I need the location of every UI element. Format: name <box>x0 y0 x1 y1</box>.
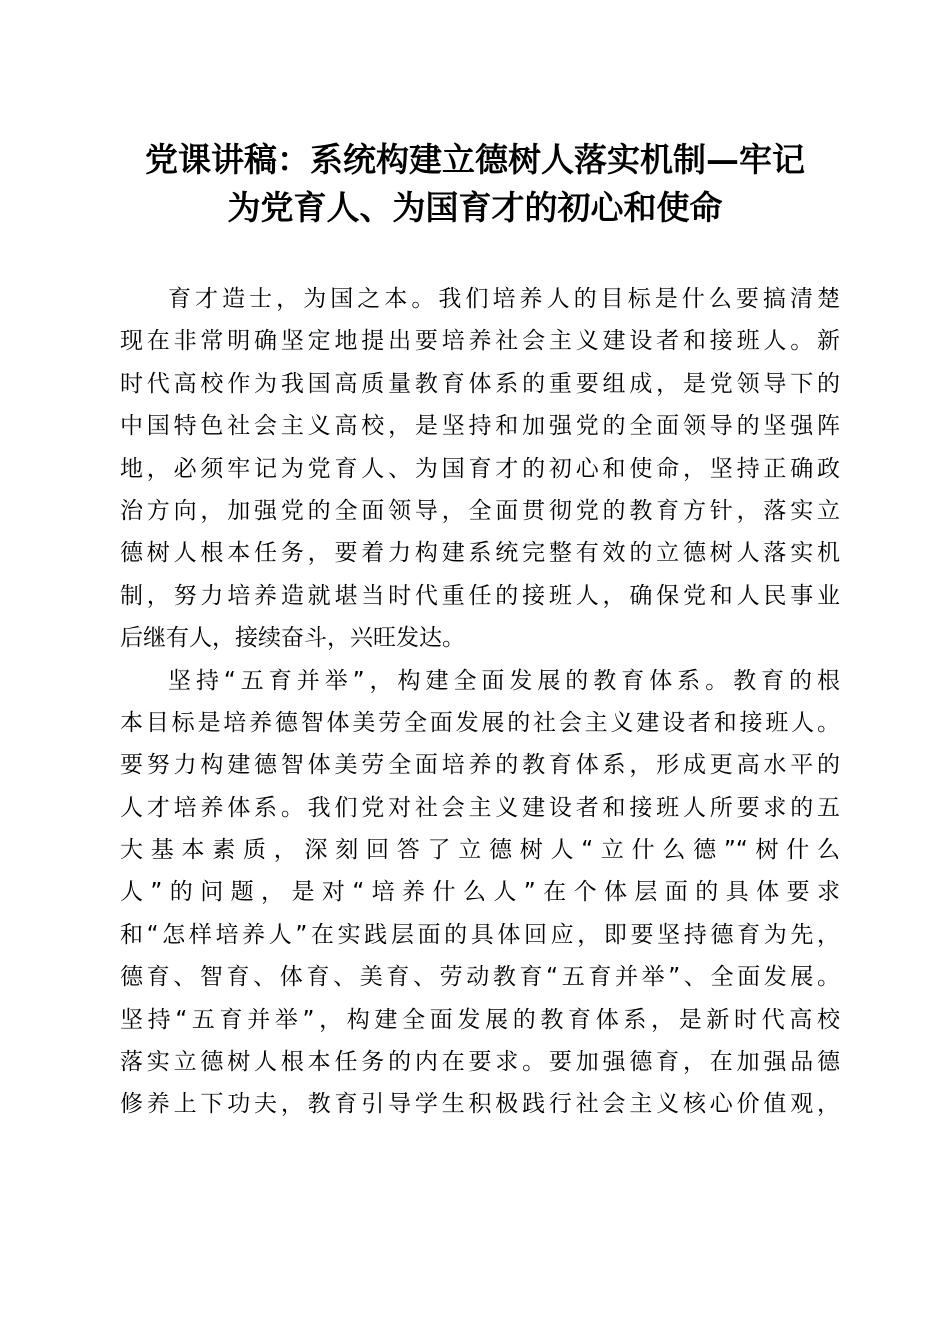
paragraph-1-line: 德树人根本任务，要着力构建系统完整有效的立德树人落实机 <box>120 540 840 567</box>
paragraph-2-line: 和“怎样培养人”在实践层面的具体回应，即要坚持德育为先， <box>120 921 840 948</box>
paragraph-1-line: 地，必须牢记为党育人、为国育才的初心和使命，坚持正确政 <box>120 455 840 482</box>
paragraph-2-line: 修养上下功夫，教育引导学生积极践行社会主义核心价值观， <box>120 1091 840 1118</box>
document-title-line-2: 为党育人、为国育才的初心和使命 <box>227 188 723 227</box>
paragraph-1-line: 制，努力培养造就堪当时代重任的接班人，确保党和人民事业 <box>120 582 840 609</box>
paragraph-2-line: 人”的问题，是对“培养什么人”在个体层面的具体要求 <box>120 879 840 906</box>
document-body <box>120 278 840 1126</box>
paragraph-1-line: 后继有人，接续奋斗，兴旺发达。 <box>120 625 465 652</box>
paragraph-2-line: 落实立德树人根本任务的内在要求。要加强德育，在加强品德 <box>120 1049 840 1076</box>
paragraph-1-line: 现在非常明确坚定地提出要培养社会主义建设者和接班人。新 <box>120 328 840 355</box>
paragraph-2-line: 坚持“五育并举”，构建全面发展的教育体系。教育的根 <box>168 667 840 694</box>
paragraph-2-line: 要努力构建德智体美劳全面培养的教育体系，形成更高水平的 <box>120 752 840 779</box>
paragraph-2-line: 大基本素质，深刻回答了立德树人“立什么德”“树什么 <box>120 837 840 864</box>
document-title-line-1: 党课讲稿：系统构建立德树人落实机制—牢记 <box>145 140 805 179</box>
paragraph-2-line: 坚持“五育并举”，构建全面发展的教育体系，是新时代高校 <box>120 1006 840 1033</box>
paragraph-2-line: 本目标是培养德智体美劳全面发展的社会主义建设者和接班人。 <box>120 709 840 736</box>
paragraph-1-line: 时代高校作为我国高质量教育体系的重要组成，是党领导下的 <box>120 370 840 397</box>
paragraph-1-line: 育才造士，为国之本。我们培养人的目标是什么要搞清楚 <box>168 286 840 312</box>
paragraph-2-line: 德育、智育、体育、美育、劳动教育“五育并举”、全面发展。 <box>120 964 840 991</box>
paragraph-2-line: 人才培养体系。我们党对社会主义建设者和接班人所要求的五 <box>120 794 840 821</box>
paragraph-1-line: 中国特色社会主义高校，是坚持和加强党的全面领导的坚强阵 <box>120 413 840 440</box>
paragraph-1-line: 治方向，加强党的全面领导，全面贯彻党的教育方针，落实立 <box>120 497 840 524</box>
